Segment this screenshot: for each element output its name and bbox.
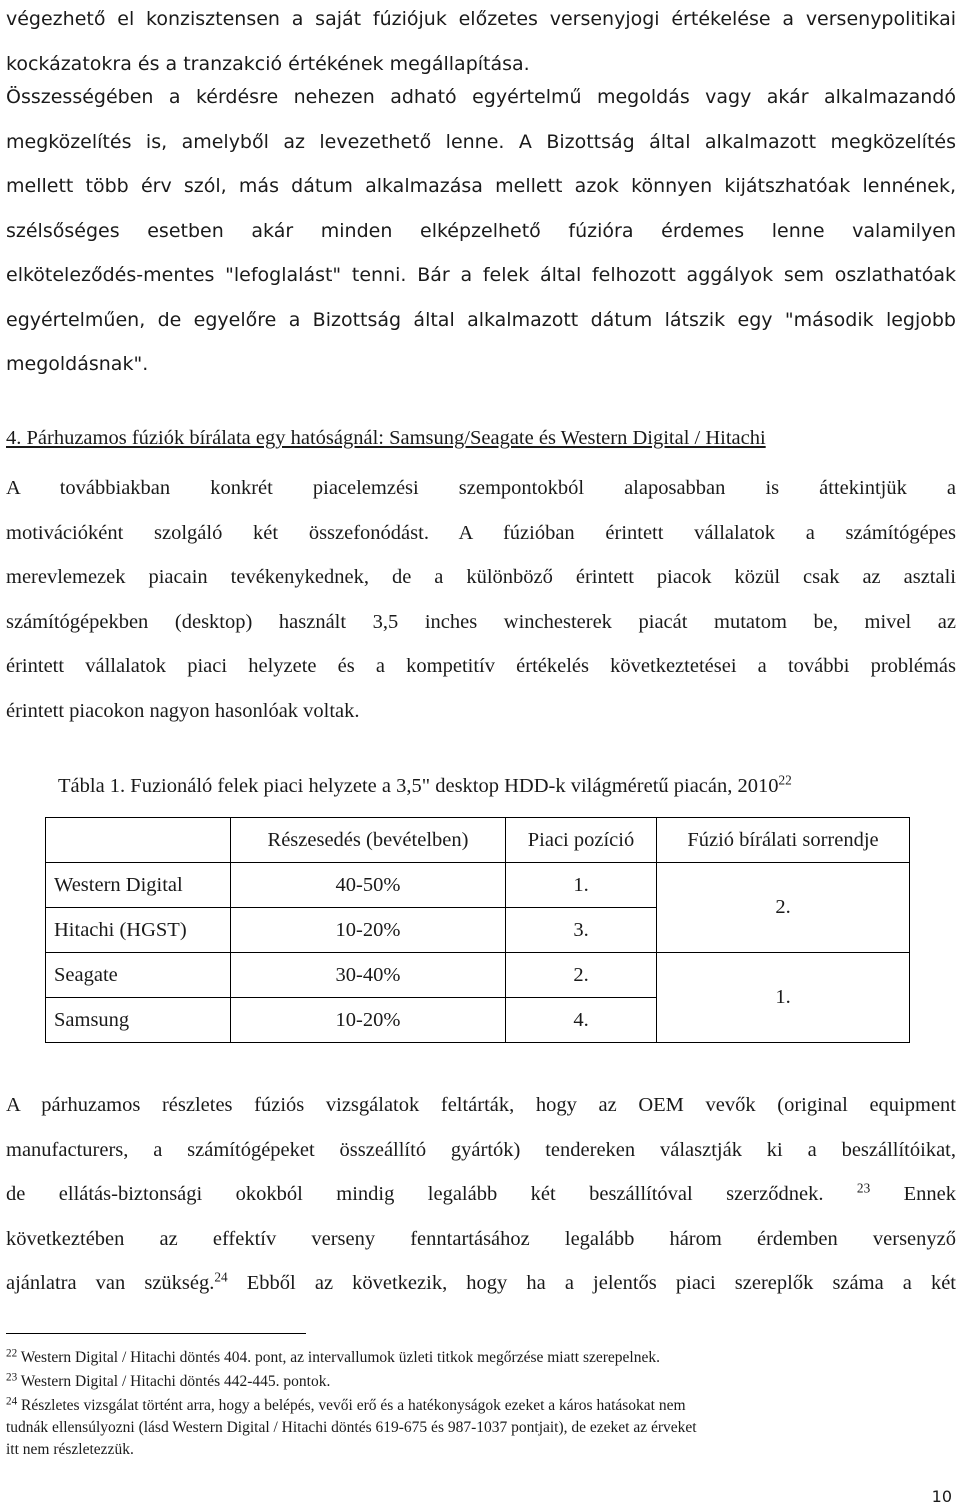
paragraph-1-line-1: végezhető el konzisztensen a saját fúziójuk előzetes versenyjogi értékelése a versenypolitikai <box>6 8 956 30</box>
footnote-24 <box>6 1395 956 1461</box>
table-caption <box>58 772 792 798</box>
footnote-23 <box>6 1371 956 1393</box>
company-name-cell: Samsung <box>46 998 231 1043</box>
table-caption-text: Tábla 1. Fuzionáló felek piaci helyzete a 3,5" desktop HDD-k világméretű piacán, 2010 <box>58 775 779 797</box>
table-header-cell: Részesedés (bevételben) <box>231 818 506 863</box>
footnote-text-line-1: Részletes vizsgálat történt arra, hogy a belépés, vevői erő és a hatékonyságok ezeket a káros hatásokat nem <box>21 1397 686 1414</box>
paragraph-2-line-5: elköteleződés-mentes "lefoglalást" tenni. Bár a felek által felhozott aggályok sem oszlathatóak <box>6 264 956 286</box>
share-cell: 30-40% <box>231 953 506 998</box>
paragraph-3-line-6: érintett piacokon nagyon hasonlóak voltak. <box>6 699 360 722</box>
paragraph-2-line-6: egyértelműen, de egyelőre a Bizottság által alkalmazott dátum látszik egy "második legjobb <box>6 308 956 331</box>
page-number: 10 <box>931 1487 952 1506</box>
table-header-cell: Fúzió bírálati sorrendje <box>657 818 910 863</box>
paragraph-4-line-2: manufacturers, a számítógépeket összeállító gyártók) tendereken választják ki a beszállítóikat, <box>6 1138 956 1161</box>
share-cell: 10-20% <box>231 908 506 953</box>
paragraph-4-line-5-part-b: Ebből az következik, hogy ha a jelentős piaci szereplők száma a két <box>246 1272 956 1294</box>
paragraph-2-line-2: megközelítés is, amelyből az levezethető lenne. A Bizottság által alkalmazott megközelítés <box>6 130 956 153</box>
paragraph-1-line-2: kockázatokra és a tranzakció értékének megállapítása. <box>6 52 530 75</box>
table-row <box>46 863 910 908</box>
paragraph-2-line-7: megoldásnak". <box>6 353 149 375</box>
paragraph-3-line-3: merevlemezek piacain tevékenykednek, de a különböző érintett piacok közül csak az asztali <box>6 566 956 588</box>
position-cell: 3. <box>506 908 657 953</box>
paragraph-2-line-3: mellett több érv szól, más dátum alkalmazása mellett azok könnyen kijátszhatóak lennének, <box>6 175 956 197</box>
paragraph-2-line-1: Összességében a kérdésre nehezen adható egyértelmű megoldás vagy akár alkalmazandó <box>6 86 956 108</box>
footnote-separator <box>6 1333 306 1334</box>
paragraph-2 <box>6 75 956 387</box>
footnote-ref-22: 22 <box>778 772 792 788</box>
position-cell: 1. <box>506 863 657 908</box>
paragraph-4-line-3-part-a: de ellátás-biztonsági okokból mindig legalább két beszállítóval szerződnek. <box>6 1183 824 1205</box>
company-name-cell: Hitachi (HGST) <box>46 908 231 953</box>
table-header-cell: Piaci pozíció <box>506 818 657 863</box>
paragraph-3-line-2: motivációként szolgáló két összefonódást. A fúzióban érintett vállalatok a számítógépes <box>6 521 956 544</box>
footnote-number: 22 <box>6 1347 18 1360</box>
merge-order-cell: 1. <box>657 953 910 1043</box>
table-header-row <box>46 818 910 863</box>
company-name-cell: Western Digital <box>46 863 231 908</box>
paragraph-4-line-3-part-b: Ennek <box>903 1183 957 1205</box>
footnote-number: 24 <box>6 1395 18 1408</box>
position-cell: 4. <box>506 998 657 1043</box>
paragraph-3-line-5: érintett vállalatok piaci helyzete és a kompetitív értékelés következtetései a további problémás <box>6 655 956 677</box>
paragraph-2-line-4: szélsőséges esetben akár minden elképzelhető fúzióra érdemes lenne valamilyen <box>6 219 956 242</box>
paragraph-3 <box>6 466 956 733</box>
section-heading: 4. Párhuzamos fúziók bírálata egy hatóságnál: Samsung/Seagate és Western Digital / Hitachi <box>6 427 766 449</box>
paragraph-4-line-5-part-a: ajánlatra van szükség. <box>6 1272 215 1294</box>
footnote-ref-24: 24 <box>214 1269 228 1285</box>
paragraph-1 <box>6 0 956 86</box>
footnote-number: 23 <box>6 1371 18 1384</box>
footnote-text: Western Digital / Hitachi döntés 442-445. pontok. <box>20 1373 331 1390</box>
share-cell: 10-20% <box>231 998 506 1043</box>
footnote-ref-23: 23 <box>856 1180 871 1196</box>
table-row <box>46 953 910 998</box>
footnote-text: Western Digital / Hitachi döntés 404. pont, az intervallumok üzleti titkok megőrzése miatt szerepelnek. <box>20 1349 660 1366</box>
paragraph-3-line-1: A továbbiakban konkrét piacelemzési szempontokból alaposabban is áttekintjük a <box>6 477 956 499</box>
merge-order-cell: 2. <box>657 863 910 953</box>
footnote-22 <box>6 1347 956 1369</box>
footnote-text-line-2: tudnák ellensúlyozni (lásd Western Digital / Hitachi döntés 619-675 és 987-1037 pontjait), de ezeket az érveket <box>6 1419 697 1436</box>
paragraph-4 <box>6 1083 956 1306</box>
paragraph-4-line-1: A párhuzamos részletes fúziós vizsgálatok feltárták, hogy az OEM vevők (original equipment <box>6 1094 956 1116</box>
position-cell: 2. <box>506 953 657 998</box>
paragraph-3-line-4: számítógépekben (desktop) használt 3,5 inches winchesterek piacát mutatom be, mivel az <box>6 610 956 633</box>
paragraph-4-line-4: következtében az effektív verseny fenntartásához legalább három érdemben versenyző <box>6 1227 956 1250</box>
paragraph-4-line-3 <box>6 1172 956 1217</box>
share-cell: 40-50% <box>231 863 506 908</box>
table-header-cell <box>46 818 231 863</box>
market-share-table <box>45 817 910 1043</box>
company-name-cell: Seagate <box>46 953 231 998</box>
paragraph-4-line-5 <box>6 1261 956 1306</box>
footnote-text-line-3: itt nem részletezzük. <box>6 1441 134 1458</box>
